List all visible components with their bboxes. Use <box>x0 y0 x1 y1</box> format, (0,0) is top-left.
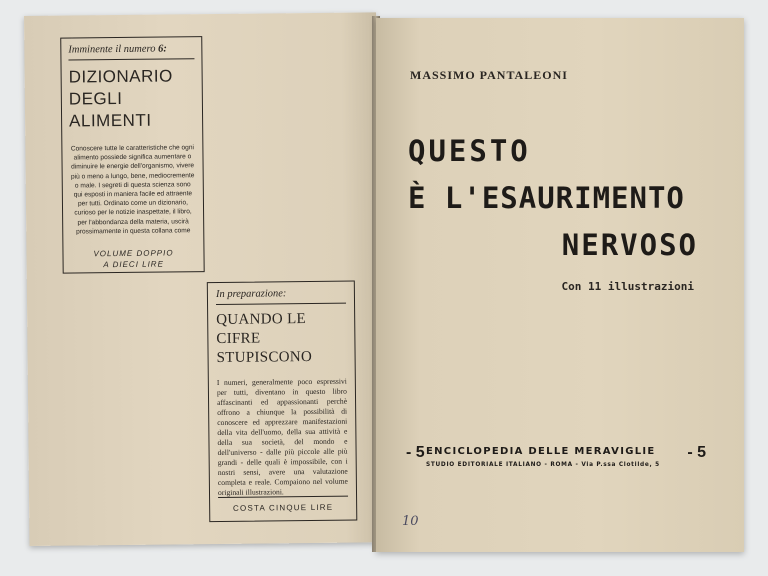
announcement-box-cifre <box>207 281 358 523</box>
publisher-line: STUDIO EDITORIALE ITALIANO - ROMA - Via P.ssa Clotilde, 5 <box>426 462 660 468</box>
book-title <box>408 128 698 269</box>
title-page <box>376 18 744 552</box>
price-note: COSTA CINQUE LIRE <box>218 496 348 513</box>
series-number-right: - 5 <box>687 444 706 461</box>
author-name: MASSIMO PANTALEONI <box>410 68 568 82</box>
divider <box>68 58 194 60</box>
series-number: - 5 <box>406 444 425 461</box>
title-line: STUPISCONO <box>216 349 313 367</box>
book-title-cifre <box>216 310 347 368</box>
title-line: QUESTO <box>408 134 531 168</box>
heading-number: 6: <box>158 43 167 55</box>
announcement-heading <box>68 43 194 55</box>
price-line: A DIECI LIRE <box>103 259 164 270</box>
book-title-dizionario <box>69 65 196 132</box>
heading-prefix: Imminente il numero <box>68 43 156 56</box>
divider <box>216 303 346 305</box>
left-page <box>24 12 382 546</box>
handwritten-note: 10 <box>402 514 419 529</box>
description-text: I numeri, generalmente poco espressivi per tutti, diventano in questo libro affascinanti ed appassionanti perchè offrono a chiunque la possibilità di conoscere ed apprezzare manifestazioni della vita dell'uomo, della sua attività e della sua società, del mondo e dell'universo - dalle più piccole alle più grandi - delle quali è impossibile, con i nostri sensi, avere una valutazione completa e reale. Compaiono nel volume originali illustrazioni. <box>216 376 348 497</box>
description-text: Conoscere tutte le caratteristiche che ogni alimento possiede significa aumentare o diminuire le energie dell'organismo, vivere più o meno a lungo, bene, mediocremente o male. I segreti di questa scienza sono qui esposti in maniera facile ed attraente per tutti. Ordinato come un dizionario, curioso per le notizie inaspettate, il libro, per l'abbondanza della materia, uscirà prossimamente in questa collana come <box>70 144 195 236</box>
price-line: VOLUME DOPPIO <box>93 248 174 259</box>
title-line: È L'ESAURIMENTO <box>408 181 685 215</box>
announcement-heading: In preparazione: <box>215 288 287 301</box>
title-line: DEGLI ALIMENTI <box>68 88 152 131</box>
title-line: DIZIONARIO <box>68 66 173 87</box>
price-note <box>70 247 196 270</box>
announcement-box-dizionario <box>60 36 204 273</box>
series-name: ENCICLOPEDIA DELLE MERAVIGLIE <box>426 446 656 457</box>
title-line: QUANDO LE CIFRE <box>216 311 307 348</box>
title-line: NERVOSO <box>561 228 698 262</box>
subtitle: Con 11 illustrazioni <box>561 280 694 293</box>
